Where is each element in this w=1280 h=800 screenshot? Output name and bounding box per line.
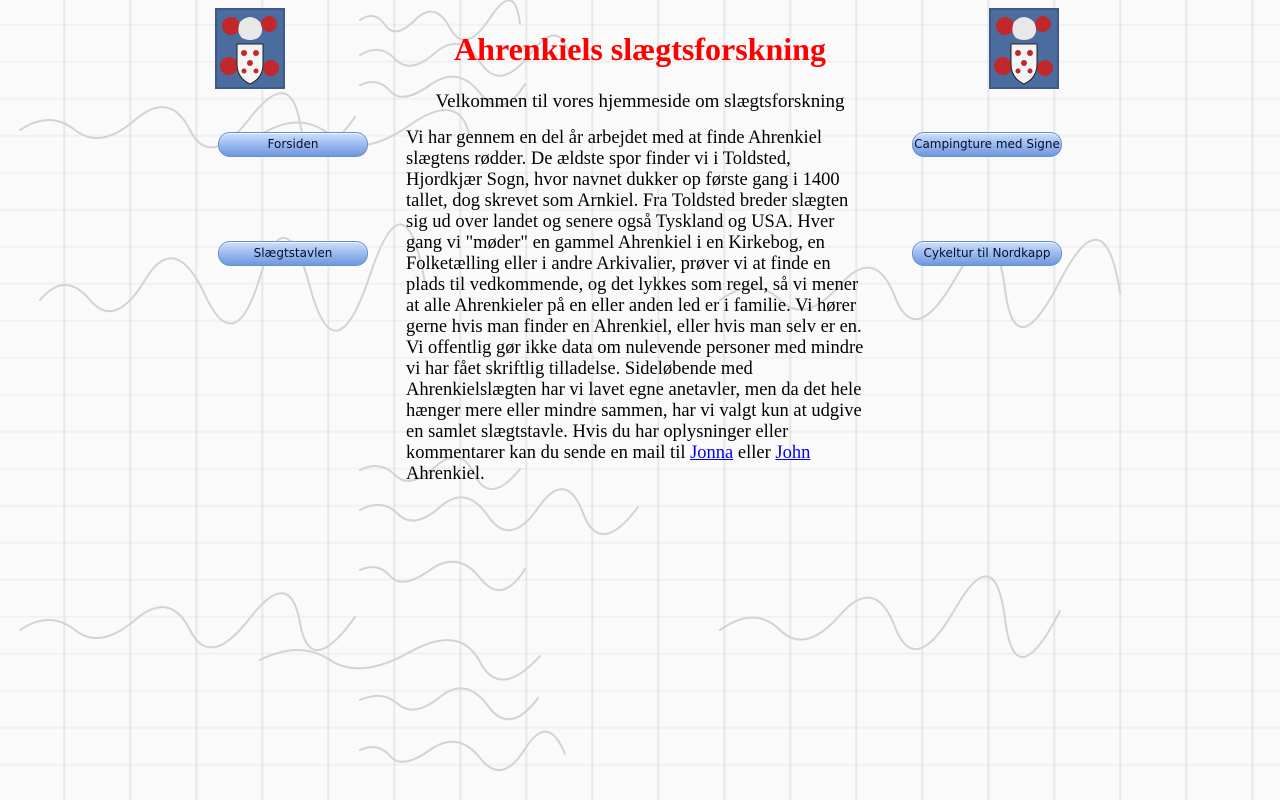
coat-of-arms-icon	[989, 8, 1059, 89]
nav-button-forsiden[interactable]: Forsiden	[218, 132, 368, 157]
mail-link-jonna[interactable]: Jonna	[690, 443, 734, 463]
text-end: Ahrenkiel.	[406, 464, 485, 484]
mail-link-john[interactable]: John	[775, 443, 811, 463]
nav-button-cykeltur[interactable]: Cykeltur til Nordkapp	[912, 241, 1062, 266]
intro-text: Vi har gennem en del år arbejdet med at finde Ahrenkiel slægtens rødder. De ældste spor finder vi i Toldsted, Hjordkjær Sogn, hvor navnet dukker op første gang i 1400 tallet, dog skrevet som Arnkiel. Fra Toldsted breder slægten sig ud over landet og senere også Tyskland og USA. Hver gang vi "møder" en gammel Ahrenkiel i en Kirkebog, en Folketælling eller i andre Arkivalier, prøver vi at finde en plads til vedkommende, og det lykkes som regel, så vi mener at alle Ahrenkieler på en eller anden led er i familie. Vi hører gerne hvis man finder en Ahrenkiel, eller hvis man selv er en. Vi offentlig gør ikke data om nulevende personer med mindre vi har fået skriftlig tilladelse. Sideløbende med Ahrenkielslægten har vi lavet egne anetavler, men da det hele hænger mere eller mindre sammen, har vi valgt kun at udgive en samlet slægtstavle. Hvis du har oplysninger eller kommentarer kan du sende en mail til	[406, 128, 864, 463]
coat-of-arms-icon	[215, 8, 285, 89]
page-subtitle: Velkommen til vores hjemmeside om slægtsforskning	[435, 91, 845, 112]
nav-button-slaegtstavlen[interactable]: Slægtstavlen	[218, 241, 368, 266]
intro-paragraph	[406, 128, 866, 485]
page-title: Ahrenkiels slægtsforskning	[454, 31, 826, 67]
text-eller: eller	[733, 443, 776, 463]
nav-button-campingture[interactable]: Campingture med Signe	[912, 132, 1062, 157]
